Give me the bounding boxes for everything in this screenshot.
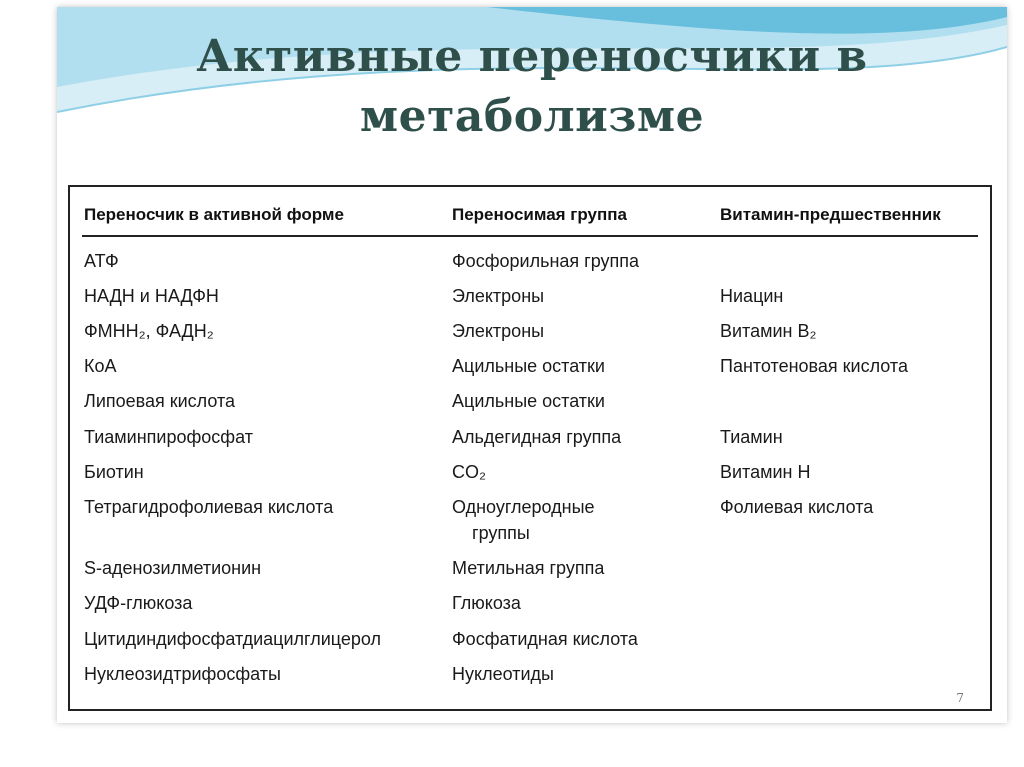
table-cell-carrier: Тетрагидрофолиевая кислота [84,497,334,517]
table-cell-carrier: S-аденозилметионин [84,558,262,578]
table-cell-group: Электроны [452,286,545,306]
header-group: Переносимая группа [452,205,627,224]
table-cell-vitamin: Пантотеновая кислота [720,356,908,376]
table-cell-group: Ацильные остатки [452,356,605,376]
table-cell-group: Электроны [452,321,545,341]
table-cell-carrier: Цитидиндифосфатдиацилглицерол [84,629,382,649]
carriers-table [68,185,992,711]
table-cell-group: Фосфорильная группа [452,251,640,271]
table-cell-vitamin: Фолиевая кислота [720,497,874,517]
table-cell-carrier: Тиаминпирофосфат [84,427,253,447]
table-cell-group: Фосфатидная кислота [452,629,638,649]
page-number: 7 [956,691,964,705]
table-cell-vitamin: Тиамин [720,427,783,447]
table-cell-carrier: АТФ [84,251,119,271]
table-cell-group: Альдегидная группа [452,427,622,447]
table-cell-vitamin: Ниацин [720,286,784,306]
slide-title [57,27,1007,147]
table-cell-vitamin: Витамин В₂ [720,321,817,341]
table-cell-carrier: НАДН и НАДФН [84,286,219,306]
table-cell-group-continued: группы [472,523,530,543]
table-cell-carrier: Нуклеозидтрифосфаты [84,664,281,684]
table-cell-carrier: Биотин [84,462,144,482]
slide [57,7,1007,723]
table-cell-carrier: УДФ-глюкоза [84,593,193,613]
header-vitamin: Витамин-предшественник [720,205,941,224]
title-line-2: метаболизме [359,91,705,142]
table-cell-carrier: Липоевая кислота [84,391,236,411]
header-divider [82,235,978,237]
table-cell-group: Метильная группа [452,558,605,578]
table-cell-group: Нуклеотиды [452,664,554,684]
table-cell-group: Ацильные остатки [452,391,605,411]
table-cell-group: CO₂ [452,462,486,482]
header-carrier: Переносчик в активной форме [84,205,344,224]
table-cell-carrier: ФМНН₂, ФАДН₂ [84,321,214,341]
title-line-1: Активные переносчики в [196,31,868,82]
table-cell-carrier: КоА [84,356,117,376]
table-cell-vitamin: Витамин Н [720,462,811,482]
table-cell-group: Глюкоза [452,593,521,613]
table-cell-group: Одноуглеродные [452,497,595,517]
